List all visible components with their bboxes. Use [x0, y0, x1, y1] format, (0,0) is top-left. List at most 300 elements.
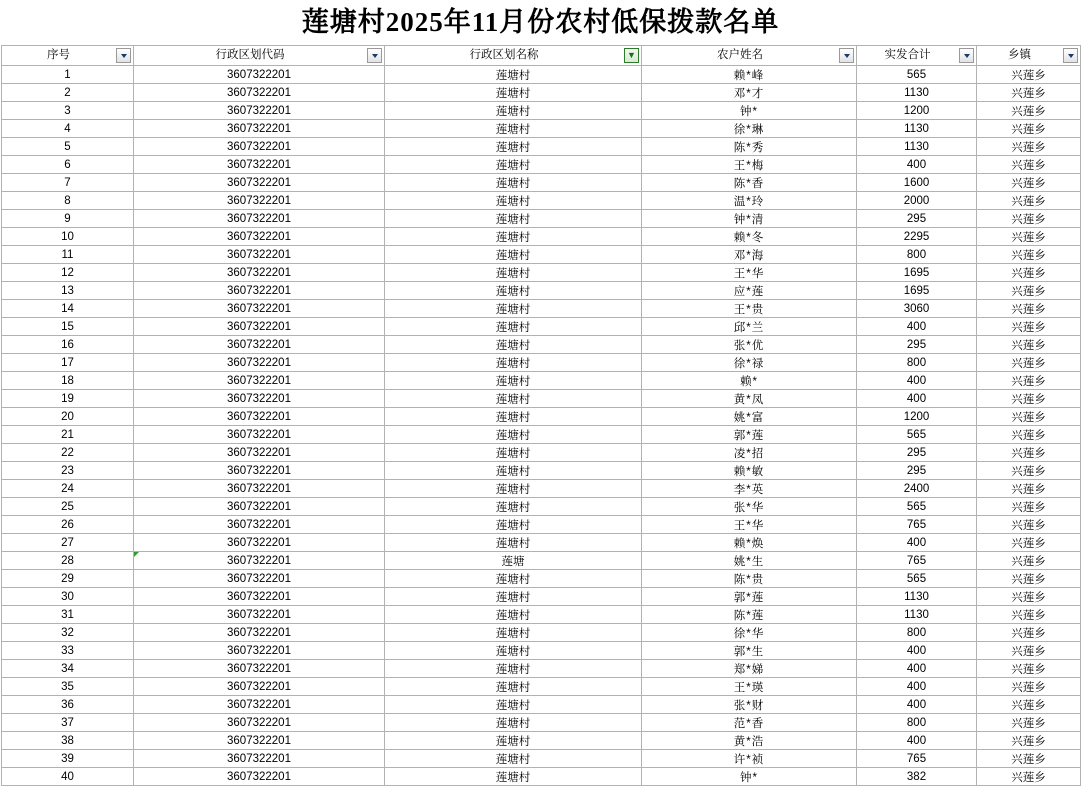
table-row[interactable] [2, 714, 1081, 732]
cell-region-name[interactable]: 莲塘村 [385, 66, 642, 84]
cell-index[interactable]: 6 [2, 156, 134, 174]
cell-household-name[interactable]: 温*玲 [642, 192, 857, 210]
cell-township[interactable]: 兴莲乡 [977, 588, 1081, 606]
cell-index[interactable]: 18 [2, 372, 134, 390]
cell-household-name[interactable]: 徐*华 [642, 624, 857, 642]
table-row[interactable] [2, 750, 1081, 768]
cell-household-name[interactable]: 赖*峰 [642, 66, 857, 84]
cell-household-name[interactable]: 范*香 [642, 714, 857, 732]
table-row[interactable] [2, 552, 1081, 570]
table-row[interactable] [2, 174, 1081, 192]
cell-household-name[interactable]: 张*优 [642, 336, 857, 354]
cell-township[interactable]: 兴莲乡 [977, 606, 1081, 624]
cell-region-code[interactable]: 3607322201 [134, 336, 385, 354]
column-header-index [2, 46, 134, 66]
cell-household-name[interactable]: 钟* [642, 768, 857, 786]
cell-region-code[interactable]: 3607322201 [134, 426, 385, 444]
cell-region-name[interactable]: 莲塘村 [385, 624, 642, 642]
cell-region-name[interactable]: 莲塘 [385, 552, 642, 570]
cell-region-name[interactable]: 莲塘村 [385, 192, 642, 210]
cell-total-paid[interactable]: 800 [857, 354, 977, 372]
table-header [2, 46, 1081, 66]
cell-household-name[interactable]: 黄*凤 [642, 390, 857, 408]
cell-index[interactable]: 23 [2, 462, 134, 480]
cell-township[interactable]: 兴莲乡 [977, 102, 1081, 120]
cell-total-paid[interactable]: 1600 [857, 174, 977, 192]
column-header-region-name [385, 46, 642, 66]
cell-index[interactable]: 2 [2, 84, 134, 102]
cell-region-code[interactable]: 3607322201 [134, 660, 385, 678]
cell-region-name[interactable]: 莲塘村 [385, 696, 642, 714]
cell-township[interactable]: 兴莲乡 [977, 228, 1081, 246]
cell-township[interactable]: 兴莲乡 [977, 354, 1081, 372]
page-title: 莲塘村2025年11月份农村低保拨款名单 [301, 7, 780, 37]
cell-region-name[interactable]: 莲塘村 [385, 678, 642, 696]
table-row[interactable] [2, 498, 1081, 516]
cell-region-name[interactable]: 莲塘村 [385, 210, 642, 228]
cell-household-name[interactable]: 陈*秀 [642, 138, 857, 156]
cell-index[interactable]: 38 [2, 732, 134, 750]
table-row[interactable] [2, 534, 1081, 552]
cell-region-name[interactable]: 莲塘村 [385, 498, 642, 516]
cell-region-name[interactable]: 莲塘村 [385, 588, 642, 606]
cell-household-name[interactable]: 赖*冬 [642, 228, 857, 246]
cell-total-paid[interactable]: 400 [857, 318, 977, 336]
cell-region-code[interactable]: 3607322201 [134, 318, 385, 336]
cell-index[interactable]: 1 [2, 66, 134, 84]
cell-region-code[interactable]: 3607322201 [134, 210, 385, 228]
table-row[interactable] [2, 696, 1081, 714]
cell-region-name[interactable]: 莲塘村 [385, 534, 642, 552]
cell-region-name[interactable]: 莲塘村 [385, 750, 642, 768]
cell-index[interactable]: 24 [2, 480, 134, 498]
cell-township[interactable]: 兴莲乡 [977, 390, 1081, 408]
cell-total-paid[interactable]: 295 [857, 336, 977, 354]
cell-total-paid[interactable]: 1130 [857, 138, 977, 156]
cell-region-name[interactable]: 莲塘村 [385, 462, 642, 480]
cell-total-paid[interactable]: 400 [857, 372, 977, 390]
cell-household-name[interactable]: 郑*娣 [642, 660, 857, 678]
cell-total-paid[interactable]: 565 [857, 66, 977, 84]
cell-total-paid[interactable]: 2000 [857, 192, 977, 210]
cell-township[interactable]: 兴莲乡 [977, 624, 1081, 642]
cell-index[interactable]: 22 [2, 444, 134, 462]
cell-index[interactable]: 5 [2, 138, 134, 156]
cell-region-code[interactable]: 3607322201 [134, 678, 385, 696]
table-row[interactable] [2, 246, 1081, 264]
cell-total-paid[interactable]: 765 [857, 552, 977, 570]
cell-total-paid[interactable]: 295 [857, 210, 977, 228]
cell-total-paid[interactable]: 800 [857, 714, 977, 732]
cell-township[interactable]: 兴莲乡 [977, 516, 1081, 534]
cell-region-code[interactable]: 3607322201 [134, 120, 385, 138]
column-header-township [977, 46, 1081, 66]
cell-total-paid[interactable]: 400 [857, 732, 977, 750]
table-row[interactable] [2, 624, 1081, 642]
cell-region-name[interactable]: 莲塘村 [385, 768, 642, 786]
table-row[interactable] [2, 732, 1081, 750]
table-row[interactable] [2, 570, 1081, 588]
cell-household-name[interactable]: 黄*浩 [642, 732, 857, 750]
cell-total-paid[interactable]: 382 [857, 768, 977, 786]
column-header-total-paid [857, 46, 977, 66]
cell-household-name[interactable]: 张*华 [642, 498, 857, 516]
column-header-index-label: 序号 [47, 49, 70, 61]
column-header-region-code-label: 行政区划代码 [215, 49, 285, 61]
cell-household-name[interactable]: 姚*富 [642, 408, 857, 426]
cell-township[interactable]: 兴莲乡 [977, 768, 1081, 786]
cell-total-paid[interactable]: 400 [857, 696, 977, 714]
cell-index[interactable]: 37 [2, 714, 134, 732]
cell-township[interactable]: 兴莲乡 [977, 660, 1081, 678]
cell-region-name[interactable]: 莲塘村 [385, 732, 642, 750]
cell-region-name[interactable]: 莲塘村 [385, 120, 642, 138]
cell-household-name[interactable]: 邓*海 [642, 246, 857, 264]
cell-region-name[interactable]: 莲塘村 [385, 426, 642, 444]
cell-household-name[interactable]: 赖*敏 [642, 462, 857, 480]
column-header-total-paid-label: 实发合计 [884, 49, 931, 61]
cell-total-paid[interactable]: 400 [857, 390, 977, 408]
cell-region-code[interactable]: 3607322201 [134, 282, 385, 300]
cell-township[interactable]: 兴莲乡 [977, 462, 1081, 480]
cell-region-code[interactable]: 3607322201 [134, 66, 385, 84]
cell-region-name[interactable]: 莲塘村 [385, 174, 642, 192]
cell-region-code[interactable]: 3607322201 [134, 498, 385, 516]
cell-region-code[interactable]: 3607322201 [134, 768, 385, 786]
filter-dropdown-icon[interactable] [959, 48, 974, 63]
cell-township[interactable]: 兴莲乡 [977, 246, 1081, 264]
filter-dropdown-icon[interactable] [839, 48, 854, 63]
cell-household-name[interactable]: 赖* [642, 372, 857, 390]
cell-township[interactable]: 兴莲乡 [977, 678, 1081, 696]
cell-township[interactable]: 兴莲乡 [977, 84, 1081, 102]
cell-total-paid[interactable]: 1130 [857, 120, 977, 138]
cell-household-name[interactable]: 郭*莲 [642, 426, 857, 444]
cell-index[interactable]: 34 [2, 660, 134, 678]
table-row[interactable] [2, 390, 1081, 408]
cell-region-code[interactable]: 3607322201 [134, 750, 385, 768]
table-header-row [2, 46, 1081, 66]
cell-region-code[interactable]: 3607322201 [134, 264, 385, 282]
table-row[interactable] [2, 66, 1081, 84]
cell-township[interactable]: 兴莲乡 [977, 750, 1081, 768]
cell-township[interactable]: 兴莲乡 [977, 552, 1081, 570]
cell-household-name[interactable]: 陈*莲 [642, 606, 857, 624]
cell-region-code[interactable]: 3607322201 [134, 300, 385, 318]
cell-total-paid[interactable]: 2400 [857, 480, 977, 498]
table-row[interactable] [2, 300, 1081, 318]
cell-total-paid[interactable]: 1130 [857, 84, 977, 102]
cell-region-name[interactable]: 莲塘村 [385, 516, 642, 534]
cell-township[interactable]: 兴莲乡 [977, 282, 1081, 300]
table-row[interactable] [2, 426, 1081, 444]
column-header-region-name-label: 行政区划名称 [469, 49, 539, 61]
cell-household-name[interactable]: 郭*生 [642, 642, 857, 660]
table-row[interactable] [2, 264, 1081, 282]
table-row[interactable] [2, 210, 1081, 228]
cell-index[interactable]: 16 [2, 336, 134, 354]
cell-region-code[interactable]: 3607322201 [134, 480, 385, 498]
table-row[interactable] [2, 138, 1081, 156]
cell-index[interactable]: 39 [2, 750, 134, 768]
cell-region-name[interactable]: 莲塘村 [385, 264, 642, 282]
cell-region-code[interactable]: 3607322201 [134, 570, 385, 588]
cell-index[interactable]: 25 [2, 498, 134, 516]
cell-region-code[interactable]: 3607322201 [134, 408, 385, 426]
table-row[interactable] [2, 354, 1081, 372]
cell-household-name[interactable]: 张*财 [642, 696, 857, 714]
cell-index[interactable]: 29 [2, 570, 134, 588]
cell-total-paid[interactable]: 2295 [857, 228, 977, 246]
cell-region-name[interactable]: 莲塘村 [385, 138, 642, 156]
payment-list-table [1, 45, 1081, 786]
table-row[interactable] [2, 336, 1081, 354]
table-row[interactable] [2, 642, 1081, 660]
filter-dropdown-icon[interactable] [116, 48, 131, 63]
cell-region-code[interactable]: 3607322201 [134, 606, 385, 624]
cell-region-name[interactable]: 莲塘村 [385, 642, 642, 660]
cell-region-code[interactable]: 3607322201 [134, 462, 385, 480]
cell-region-name[interactable]: 莲塘村 [385, 408, 642, 426]
table-row[interactable] [2, 660, 1081, 678]
cell-total-paid[interactable]: 295 [857, 444, 977, 462]
cell-household-name[interactable]: 凌*招 [642, 444, 857, 462]
cell-township[interactable]: 兴莲乡 [977, 138, 1081, 156]
cell-township[interactable]: 兴莲乡 [977, 426, 1081, 444]
cell-township[interactable]: 兴莲乡 [977, 156, 1081, 174]
cell-household-name[interactable]: 钟*清 [642, 210, 857, 228]
cell-household-name[interactable]: 王*贵 [642, 300, 857, 318]
table-row[interactable] [2, 228, 1081, 246]
cell-region-name[interactable]: 莲塘村 [385, 102, 642, 120]
cell-region-code[interactable]: 3607322201 [134, 156, 385, 174]
cell-index[interactable]: 8 [2, 192, 134, 210]
cell-household-name[interactable]: 李*英 [642, 480, 857, 498]
cell-township[interactable]: 兴莲乡 [977, 174, 1081, 192]
table-row[interactable] [2, 480, 1081, 498]
cell-index[interactable]: 13 [2, 282, 134, 300]
cell-index[interactable]: 28 [2, 552, 134, 570]
cell-region-code[interactable]: 3607322201 [134, 732, 385, 750]
cell-township[interactable]: 兴莲乡 [977, 480, 1081, 498]
cell-township[interactable]: 兴莲乡 [977, 408, 1081, 426]
cell-index[interactable]: 4 [2, 120, 134, 138]
cell-total-paid[interactable]: 1695 [857, 264, 977, 282]
cell-region-name[interactable]: 莲塘村 [385, 228, 642, 246]
table-row[interactable] [2, 462, 1081, 480]
cell-household-name[interactable]: 陈*贵 [642, 570, 857, 588]
filter-dropdown-icon[interactable] [367, 48, 382, 63]
cell-region-code[interactable]: 3607322201 [134, 174, 385, 192]
cell-index[interactable]: 30 [2, 588, 134, 606]
cell-total-paid[interactable]: 400 [857, 678, 977, 696]
cell-region-code[interactable]: 3607322201 [134, 390, 385, 408]
cell-index[interactable]: 27 [2, 534, 134, 552]
cell-household-name[interactable]: 邱*兰 [642, 318, 857, 336]
cell-index[interactable]: 31 [2, 606, 134, 624]
table-row[interactable] [2, 678, 1081, 696]
filter-active-icon[interactable]: ▼ [624, 48, 639, 63]
cell-region-code[interactable]: 3607322201 [134, 588, 385, 606]
cell-index[interactable]: 7 [2, 174, 134, 192]
cell-index[interactable]: 10 [2, 228, 134, 246]
cell-region-name[interactable]: 莲塘村 [385, 246, 642, 264]
column-header-township-label: 乡镇 [1008, 49, 1031, 61]
cell-total-paid[interactable]: 800 [857, 624, 977, 642]
table-row[interactable] [2, 444, 1081, 462]
cell-total-paid[interactable]: 565 [857, 426, 977, 444]
cell-total-paid[interactable]: 565 [857, 570, 977, 588]
table-row[interactable] [2, 120, 1081, 138]
cell-index[interactable]: 11 [2, 246, 134, 264]
cell-region-name[interactable]: 莲塘村 [385, 300, 642, 318]
cell-household-name[interactable]: 应*莲 [642, 282, 857, 300]
cell-total-paid[interactable]: 1200 [857, 102, 977, 120]
cell-township[interactable]: 兴莲乡 [977, 372, 1081, 390]
cell-township[interactable]: 兴莲乡 [977, 192, 1081, 210]
cell-region-name[interactable]: 莲塘村 [385, 606, 642, 624]
cell-index[interactable]: 15 [2, 318, 134, 336]
cell-total-paid[interactable]: 765 [857, 750, 977, 768]
cell-township[interactable]: 兴莲乡 [977, 66, 1081, 84]
cell-total-paid[interactable]: 3060 [857, 300, 977, 318]
cell-household-name[interactable]: 王*梅 [642, 156, 857, 174]
cell-household-name[interactable]: 王*瑛 [642, 678, 857, 696]
cell-township[interactable]: 兴莲乡 [977, 336, 1081, 354]
cell-region-code[interactable]: 3607322201 [134, 138, 385, 156]
cell-index[interactable]: 14 [2, 300, 134, 318]
cell-total-paid[interactable]: 400 [857, 534, 977, 552]
table-row[interactable] [2, 282, 1081, 300]
cell-region-name[interactable]: 莲塘村 [385, 444, 642, 462]
table-row[interactable] [2, 192, 1081, 210]
cell-household-name[interactable]: 钟* [642, 102, 857, 120]
table-row[interactable] [2, 588, 1081, 606]
cell-household-name[interactable]: 邓*才 [642, 84, 857, 102]
cell-region-code[interactable]: 3607322201 [134, 84, 385, 102]
cell-township[interactable]: 兴莲乡 [977, 210, 1081, 228]
cell-township[interactable]: 兴莲乡 [977, 696, 1081, 714]
cell-region-code[interactable]: 3607322201 [134, 444, 385, 462]
table-row[interactable] [2, 372, 1081, 390]
cell-index[interactable]: 20 [2, 408, 134, 426]
cell-index[interactable]: 36 [2, 696, 134, 714]
table-row[interactable] [2, 408, 1081, 426]
table-row[interactable] [2, 516, 1081, 534]
table-row[interactable] [2, 768, 1081, 786]
table-row[interactable] [2, 606, 1081, 624]
cell-household-name[interactable]: 姚*生 [642, 552, 857, 570]
cell-region-code[interactable]: 3607322201 [134, 192, 385, 210]
cell-township[interactable]: 兴莲乡 [977, 714, 1081, 732]
table-row[interactable] [2, 318, 1081, 336]
cell-household-name[interactable]: 郭*莲 [642, 588, 857, 606]
cell-household-name[interactable]: 徐*禄 [642, 354, 857, 372]
cell-region-name[interactable]: 莲塘村 [385, 336, 642, 354]
cell-household-name[interactable]: 徐*琳 [642, 120, 857, 138]
cell-total-paid[interactable]: 295 [857, 462, 977, 480]
cell-township[interactable]: 兴莲乡 [977, 498, 1081, 516]
cell-region-name[interactable]: 莲塘村 [385, 390, 642, 408]
cell-index[interactable]: 12 [2, 264, 134, 282]
cell-index[interactable]: 21 [2, 426, 134, 444]
table-row[interactable] [2, 156, 1081, 174]
cell-region-code[interactable]: 3607322201 [134, 354, 385, 372]
cell-region-name[interactable]: 莲塘村 [385, 84, 642, 102]
cell-township[interactable]: 兴莲乡 [977, 642, 1081, 660]
cell-township[interactable]: 兴莲乡 [977, 732, 1081, 750]
cell-index[interactable]: 33 [2, 642, 134, 660]
cell-household-name[interactable]: 陈*香 [642, 174, 857, 192]
cell-total-paid[interactable]: 400 [857, 642, 977, 660]
cell-region-code[interactable]: 3607322201 [134, 552, 385, 570]
cell-region-code[interactable]: 3607322201 [134, 642, 385, 660]
cell-region-code[interactable]: 3607322201 [134, 102, 385, 120]
cell-index[interactable]: 9 [2, 210, 134, 228]
cell-township[interactable]: 兴莲乡 [977, 300, 1081, 318]
cell-household-name[interactable]: 赖*焕 [642, 534, 857, 552]
cell-total-paid[interactable]: 1200 [857, 408, 977, 426]
cell-township[interactable]: 兴莲乡 [977, 264, 1081, 282]
cell-index[interactable]: 35 [2, 678, 134, 696]
cell-index[interactable]: 17 [2, 354, 134, 372]
cell-region-code[interactable]: 3607322201 [134, 624, 385, 642]
cell-total-paid[interactable]: 800 [857, 246, 977, 264]
cell-total-paid[interactable]: 765 [857, 516, 977, 534]
cell-total-paid[interactable]: 400 [857, 660, 977, 678]
cell-region-name[interactable]: 莲塘村 [385, 354, 642, 372]
cell-region-code[interactable]: 3607322201 [134, 246, 385, 264]
cell-township[interactable]: 兴莲乡 [977, 570, 1081, 588]
cell-region-name[interactable]: 莲塘村 [385, 372, 642, 390]
cell-index[interactable]: 19 [2, 390, 134, 408]
cell-total-paid[interactable]: 1130 [857, 588, 977, 606]
cell-index[interactable]: 3 [2, 102, 134, 120]
cell-region-name[interactable]: 莲塘村 [385, 282, 642, 300]
cell-household-name[interactable]: 王*华 [642, 264, 857, 282]
cell-household-name[interactable]: 王*华 [642, 516, 857, 534]
cell-total-paid[interactable]: 1130 [857, 606, 977, 624]
cell-total-paid[interactable]: 1695 [857, 282, 977, 300]
filter-dropdown-icon[interactable] [1063, 48, 1078, 63]
table-row[interactable] [2, 84, 1081, 102]
cell-region-code[interactable]: 3607322201 [134, 228, 385, 246]
cell-region-name[interactable]: 莲塘村 [385, 660, 642, 678]
column-header-household-name [642, 46, 857, 66]
cell-region-code[interactable]: 3607322201 [134, 516, 385, 534]
cell-township[interactable]: 兴莲乡 [977, 534, 1081, 552]
cell-index[interactable]: 26 [2, 516, 134, 534]
cell-household-name[interactable]: 许*祯 [642, 750, 857, 768]
cell-region-code[interactable]: 3607322201 [134, 714, 385, 732]
cell-total-paid[interactable]: 400 [857, 156, 977, 174]
cell-region-name[interactable]: 莲塘村 [385, 714, 642, 732]
cell-region-code[interactable]: 3607322201 [134, 534, 385, 552]
table-row[interactable] [2, 102, 1081, 120]
cell-township[interactable]: 兴莲乡 [977, 444, 1081, 462]
cell-index[interactable]: 32 [2, 624, 134, 642]
cell-region-name[interactable]: 莲塘村 [385, 480, 642, 498]
cell-region-name[interactable]: 莲塘村 [385, 570, 642, 588]
cell-index[interactable]: 40 [2, 768, 134, 786]
cell-region-code[interactable]: 3607322201 [134, 696, 385, 714]
cell-region-code[interactable]: 3607322201 [134, 372, 385, 390]
cell-total-paid[interactable]: 565 [857, 498, 977, 516]
cell-region-name[interactable]: 莲塘村 [385, 156, 642, 174]
cell-township[interactable]: 兴莲乡 [977, 120, 1081, 138]
cell-region-name[interactable]: 莲塘村 [385, 318, 642, 336]
cell-township[interactable]: 兴莲乡 [977, 318, 1081, 336]
